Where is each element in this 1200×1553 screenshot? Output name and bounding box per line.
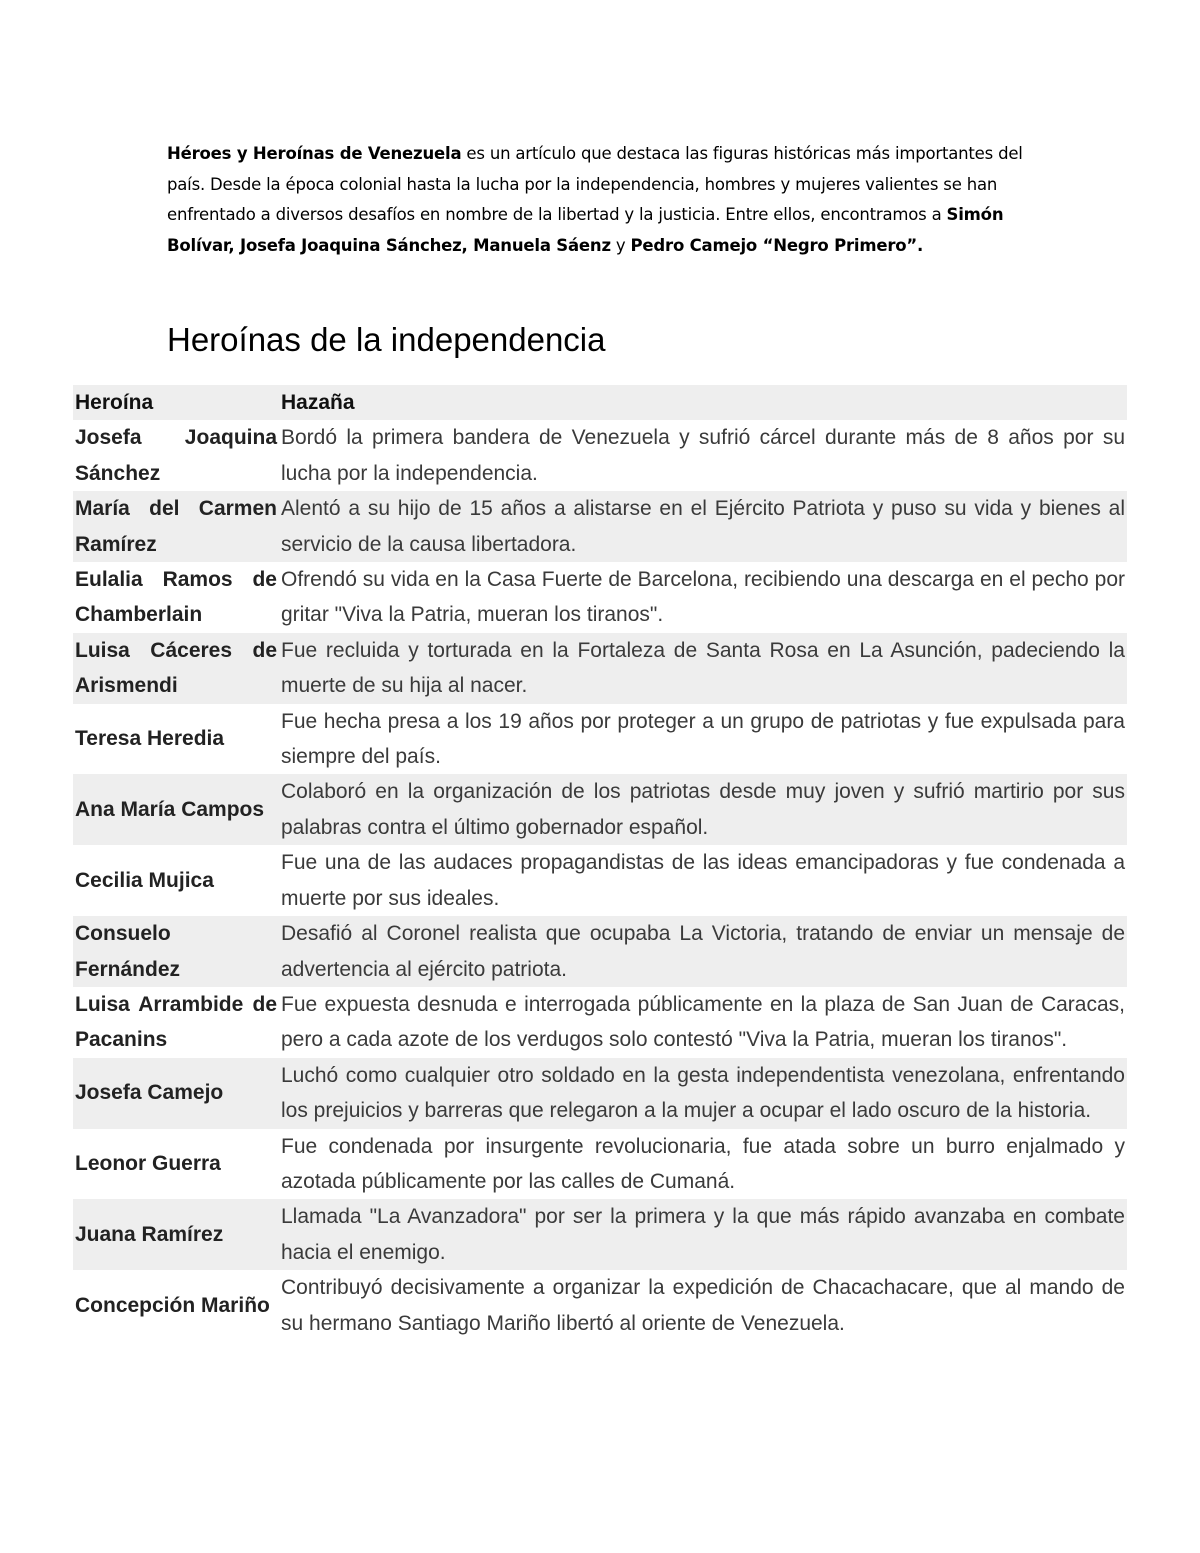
heroine-name: Teresa Heredia bbox=[75, 727, 225, 751]
table-row bbox=[73, 704, 1127, 775]
heroine-name: Ana María Campos bbox=[73, 774, 279, 845]
table-row bbox=[73, 916, 1127, 987]
heroine-deed: Fue recluida y torturada en la Fortaleza de Santa Rosa en La Asunción, padeciendo la muerte de su hija al nacer. bbox=[279, 633, 1127, 704]
table-row bbox=[73, 562, 1127, 633]
heroine-deed: Fue una de las audaces propagandistas de las ideas emancipadoras y fue condenada a muerte por sus ideales. bbox=[281, 851, 1125, 910]
intro-negro-primero-bold: Pedro Camejo “Negro Primero”. bbox=[630, 235, 924, 255]
heroine-deed: Colaboró en la organización de los patriotas desde muy joven y sufrió martirio por sus palabras contra el último gobernador español. bbox=[279, 774, 1127, 845]
heroine-deed: Ofrendó su vida en la Casa Fuerte de Barcelona, recibiendo una descarga en el pecho por gritar "Viva la Patria, mueran los tiranos". bbox=[281, 568, 1125, 627]
table-row bbox=[73, 420, 1127, 491]
heroine-name: Luisa Arrambide de Pacanins bbox=[75, 992, 277, 1052]
intro-paragraph bbox=[167, 139, 1027, 261]
heroine-deed: Fue expuesta desnuda e interrogada públicamente en la plaza de San Juan de Caracas, pero a cada azote de los verdugos solo contestó "Viva la Patria, mueran los tiranos". bbox=[281, 992, 1125, 1052]
intro-text: es un artículo que destaca las figuras históricas más importantes del país. Desde la época colonial hasta la lucha por la independencia, hombres y mujeres valientes se han enfrentado a diversos desafíos en nombre de la libertad y la justicia. Entre ellos, encontramos a bbox=[167, 144, 1023, 224]
heroine-name: Josefa Camejo bbox=[73, 1058, 279, 1129]
heroine-deed: Bordó la primera bandera de Venezuela y sufrió cárcel durante más de 8 años por su lucha por la independencia. bbox=[281, 426, 1125, 485]
heroine-deed: Alentó a su hijo de 15 años a alistarse en el Ejército Patriota y puso su vida y bienes al servicio de la causa libertadora. bbox=[279, 491, 1127, 562]
intro-title-bold: Héroes y Heroínas de Venezuela bbox=[167, 144, 462, 163]
heroine-deed: Llamada "La Avanzadora" por ser la primera y la que más rápido avanzaba en combate hacia el enemigo. bbox=[279, 1199, 1127, 1270]
table-row bbox=[73, 1129, 1127, 1200]
column-header-deed: Hazaña bbox=[279, 385, 1127, 420]
heroine-deed: Desafió al Coronel realista que ocupaba La Victoria, tratando de enviar un mensaje de advertencia al ejército patriota. bbox=[279, 916, 1127, 987]
table-row bbox=[73, 1199, 1127, 1270]
heroine-deed: Fue condenada por insurgente revolucionaria, fue atada sobre un burro enjalmado y azotada públicamente por las calles de Cumaná. bbox=[281, 1134, 1125, 1193]
heroine-name: Eulalia Ramos de Chamberlain bbox=[75, 568, 277, 627]
table-row bbox=[73, 1058, 1127, 1129]
table-row bbox=[73, 987, 1127, 1058]
heroine-deed: Luchó como cualquier otro soldado en la gesta independentista venezolana, enfrentando los prejuicios y barreras que relegaron a la mujer a ocupar el lado oscuro de la historia. bbox=[279, 1058, 1127, 1129]
heroine-name: Consuelo Fernández bbox=[73, 916, 279, 987]
intro-conjunction: y bbox=[610, 235, 631, 255]
table-row bbox=[73, 633, 1127, 704]
table-row bbox=[73, 491, 1127, 562]
table-header-row bbox=[73, 385, 1127, 420]
heroine-name: Luisa Cáceres de Arismendi bbox=[73, 633, 279, 704]
heroine-deed: Contribuyó decisivamente a organizar la expedición de Chacachacare, que al mando de su hermano Santiago Mariño libertó al oriente de Venezuela. bbox=[281, 1276, 1125, 1335]
section-heading: Heroínas de la independencia bbox=[167, 321, 606, 358]
heroine-name: Concepción Mariño bbox=[75, 1293, 270, 1317]
column-header-heroine: Heroína bbox=[73, 385, 279, 420]
heroine-deed: Fue hecha presa a los 19 años por proteger a un grupo de patriotas y fue expulsada para siempre del país. bbox=[281, 709, 1125, 769]
heroine-name: María del Carmen Ramírez bbox=[73, 491, 279, 562]
heroine-name: Juana Ramírez bbox=[73, 1199, 279, 1270]
table-row bbox=[73, 845, 1127, 916]
intro-names-bold: Simón Bolívar, Josefa Joaquina Sánchez, Manuela Sáenz bbox=[167, 205, 1004, 255]
heroines-table bbox=[73, 385, 1127, 1341]
table-row bbox=[73, 774, 1127, 845]
heroine-name: Cecilia Mujica bbox=[75, 868, 214, 892]
table-row bbox=[73, 1270, 1127, 1341]
heroine-name: Leonor Guerra bbox=[75, 1152, 221, 1176]
heroine-name: Josefa Joaquina Sánchez bbox=[75, 426, 277, 485]
